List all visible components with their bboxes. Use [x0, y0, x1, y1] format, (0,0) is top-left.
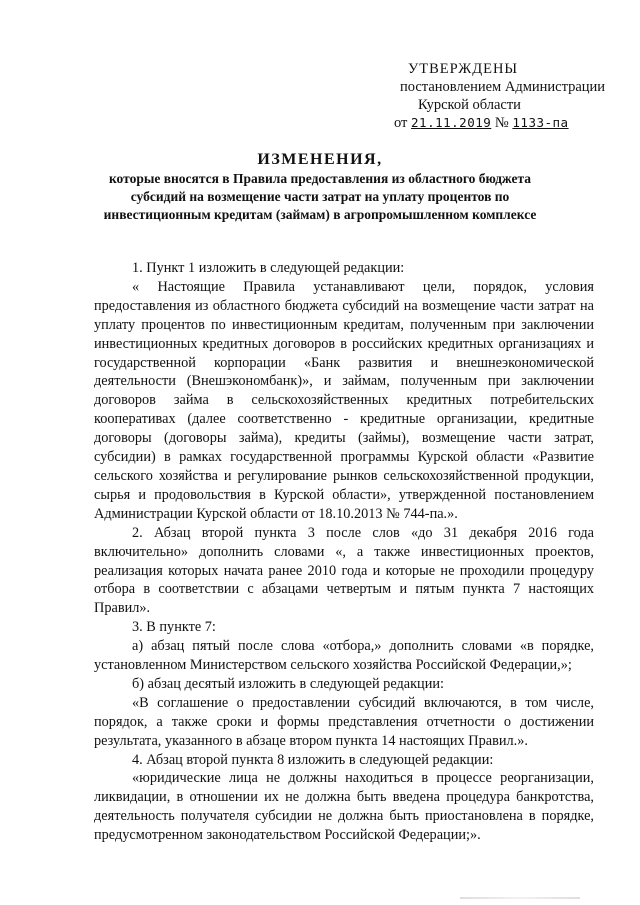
number-sign: № [494, 115, 509, 131]
approval-number: 1133-па [512, 115, 569, 130]
paragraph-2: « Настоящие Правила устанавливают цели, порядок, условия предоставления из областного бюджета субсидий на возмещение части затрат на уплату процентов по инвестиционным кредитам, полученным при заключении инвестиционных кредитных договоров в российских кредитных организациях и государственной корпорации «Банк развития и внешнеэкономической деятельности (Внешэкономбанк)», и займам, полученным при заключении договоров займа в сельскохозяйственных кредитных потребительских кооперативах (далее соответственно - кредитные организации, кредитные договоры (договоры займа), кредиты (займы), возмещение части затрат, субсидии) в рамках государственной программы Курской области «Развитие сельского хозяйства и регулирование рынков сельскохозяйственной продукции, сырья и продовольствия в Курской области», утвержденной постановлением Администрации Курской области от 18.10.2013 № 744-па.». [94, 278, 594, 522]
subtitle-line-3: инвестиционным кредитам (займам) в агропромышленном комплексе [103, 207, 537, 222]
paragraph-5: а) абзац пятый после слова «отбора,» дополнить словами «в порядке, установленном Министерством сельского хозяйства Российской Федерации,»; [94, 638, 594, 674]
approval-line-2: Курской области [418, 97, 521, 113]
approval-line-1: постановлением Администрации [400, 79, 606, 95]
paragraph-8: 4. Абзац второй пункта 8 изложить в следующей редакции: [132, 751, 494, 768]
subtitle-line-2: субсидий на возмещение части затрат на уплату процентов по [130, 189, 510, 204]
paragraph-4: 3. В пункте 7: [132, 619, 216, 636]
paragraph-1: 1. Пункт 1 изложить в следующей редакции: [132, 260, 405, 276]
paragraph-6: б) абзац десятый изложить в следующей редакции: [132, 675, 444, 692]
approval-date-line [394, 114, 630, 132]
scan-artifact [460, 897, 580, 899]
paragraph-9: «юридические лица не должны находиться в процессе реорганизации, ликвидации, в отношении их не должна быть введена процедура банкротства, деятельность получателя субсидии не должна быть приостановлена в порядке, предусмотренном законодательством Российской Федерации;». [94, 770, 594, 844]
approval-date: 21.11.2019 [411, 115, 492, 130]
document-title: ИЗМЕНЕНИЯ, [257, 151, 383, 168]
paragraph-3: 2. Абзац второй пункта 3 после слов «до 31 декабря 2016 года включительно» дополнить словами «, а также инвестиционных проектов, реализация которых начата ранее 2010 года и которые не проходили процедуру отбора в соответствии с абзацами четвертым и пятым пункта 7 настоящих Правил». [94, 524, 594, 617]
paragraph-7: «В соглашение о предоставлении субсидий включаются, в том числе, порядок, а также сроки и формы представления отчетности о достижении результата, указанного в абзаце втором пункта 14 настоящих Правил.». [94, 694, 594, 749]
approval-stamp [394, 60, 630, 132]
document-body [94, 259, 594, 845]
approval-word: УТВЕРЖДЕНЫ [408, 61, 519, 77]
document-heading [40, 150, 600, 224]
date-prefix: от [394, 115, 408, 131]
subtitle-line-1: которые вносятся в Правила предоставления из областного бюджета [108, 171, 532, 186]
